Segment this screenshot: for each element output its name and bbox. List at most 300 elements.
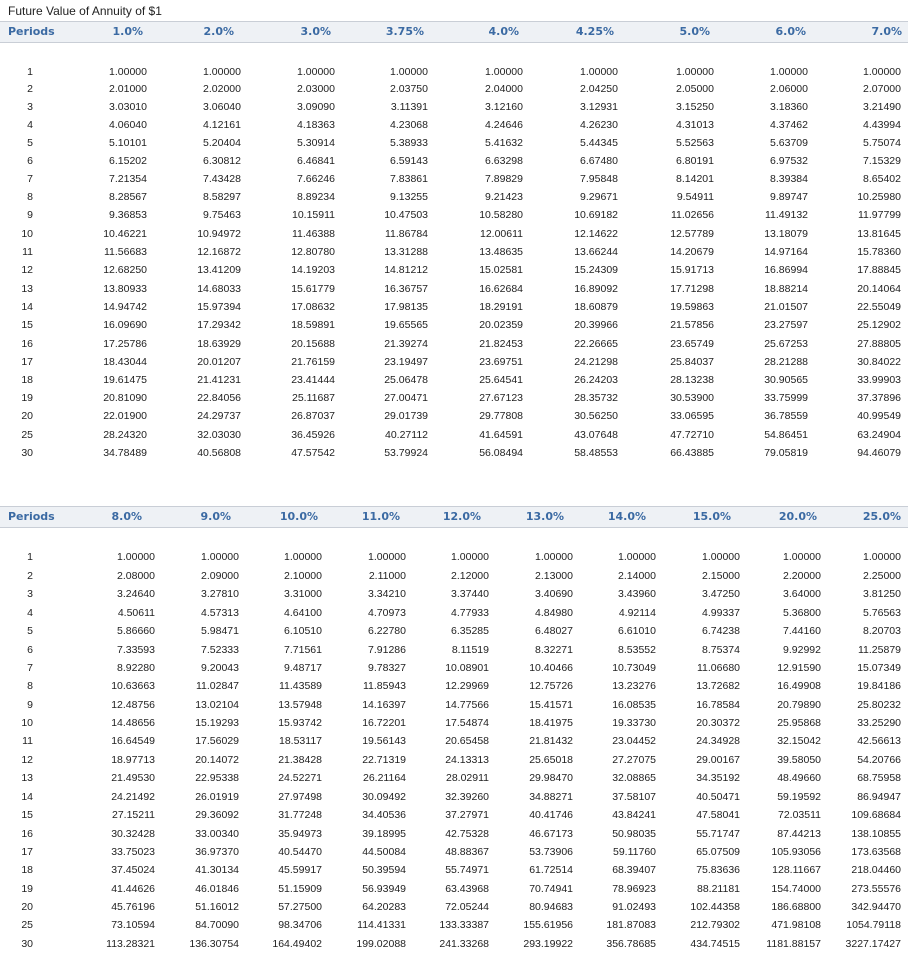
value-cell: 5.41632 xyxy=(485,137,523,149)
value-cell: 6.63298 xyxy=(485,155,523,167)
value-cell: 4.92114 xyxy=(618,607,656,619)
value-cell: 30.32428 xyxy=(111,828,155,840)
value-cell: 13.57948 xyxy=(278,699,322,711)
value-cell: 10.58280 xyxy=(479,209,523,221)
value-cell: 32.03030 xyxy=(197,429,241,441)
value-cell: 17.54874 xyxy=(445,717,489,729)
value-cell: 40.54470 xyxy=(278,846,322,858)
value-cell: 8.39384 xyxy=(770,173,808,185)
value-cell: 12.75726 xyxy=(529,680,573,692)
value-cell: 15.61779 xyxy=(291,283,335,295)
value-cell: 25.65018 xyxy=(529,754,573,766)
period-cell: 20 xyxy=(21,901,33,913)
value-cell: 113.28321 xyxy=(106,938,155,950)
value-cell: 33.00340 xyxy=(195,828,239,840)
value-cell: 14.94742 xyxy=(103,301,147,313)
value-cell: 80.94683 xyxy=(529,901,573,913)
period-cell: 5 xyxy=(27,625,33,637)
value-cell: 7.83861 xyxy=(390,173,428,185)
value-cell: 10.47503 xyxy=(384,209,428,221)
value-cell: 4.12161 xyxy=(203,119,241,131)
value-cell: 15.41571 xyxy=(529,699,573,711)
value-cell: 33.75023 xyxy=(111,846,155,858)
value-cell: 22.26665 xyxy=(574,338,618,350)
value-cell: 4.24646 xyxy=(485,119,523,131)
value-cell: 18.97713 xyxy=(111,754,155,766)
value-cell: 3.47250 xyxy=(702,588,740,600)
value-cell: 28.21288 xyxy=(764,356,808,368)
period-cell: 8 xyxy=(27,191,33,203)
value-cell: 30.84022 xyxy=(857,356,901,368)
value-cell: 66.43885 xyxy=(670,447,714,459)
value-cell: 7.15329 xyxy=(863,155,901,167)
value-cell: 45.59917 xyxy=(278,864,322,876)
value-cell: 3.18360 xyxy=(770,101,808,113)
value-cell: 72.03511 xyxy=(777,809,821,821)
value-cell: 18.41975 xyxy=(529,717,573,729)
period-cell: 6 xyxy=(27,155,33,167)
value-cell: 46.01846 xyxy=(195,883,239,895)
period-cell: 6 xyxy=(27,644,33,656)
value-cell: 10.69182 xyxy=(574,209,618,221)
period-cell: 9 xyxy=(27,699,33,711)
value-cell: 53.79924 xyxy=(384,447,428,459)
value-cell: 35.94973 xyxy=(278,828,322,840)
value-cell: 1.00000 xyxy=(109,66,147,78)
rate-header: 14.0% xyxy=(607,510,646,523)
value-cell: 18.60879 xyxy=(574,301,618,313)
period-cell: 20 xyxy=(21,410,33,422)
value-cell: 29.36092 xyxy=(195,809,239,821)
value-cell: 4.99337 xyxy=(702,607,740,619)
value-cell: 20.81090 xyxy=(103,392,147,404)
value-cell: 59.19592 xyxy=(777,791,821,803)
value-cell: 8.65402 xyxy=(863,173,901,185)
value-cell: 2.12000 xyxy=(451,570,489,582)
value-cell: 55.74971 xyxy=(445,864,489,876)
value-cell: 12.80780 xyxy=(291,246,335,258)
value-cell: 27.88805 xyxy=(857,338,901,350)
value-cell: 2.04000 xyxy=(485,83,523,95)
rate-header: 4.0% xyxy=(488,25,519,38)
value-cell: 1.00000 xyxy=(770,66,808,78)
value-cell: 471.98108 xyxy=(771,919,821,931)
value-cell: 20.02359 xyxy=(479,319,523,331)
value-cell: 20.14072 xyxy=(195,754,239,766)
value-cell: 3227.17427 xyxy=(845,938,901,950)
value-cell: 9.29671 xyxy=(580,191,618,203)
value-cell: 1.00000 xyxy=(863,551,901,563)
value-cell: 25.11687 xyxy=(291,392,335,404)
value-cell: 37.27971 xyxy=(445,809,489,821)
value-cell: 4.31013 xyxy=(676,119,714,131)
value-cell: 17.25786 xyxy=(103,338,147,350)
period-cell: 1 xyxy=(27,66,33,78)
value-cell: 27.97498 xyxy=(278,791,322,803)
value-cell: 5.44345 xyxy=(580,137,618,149)
period-cell: 2 xyxy=(27,83,33,95)
value-cell: 8.89234 xyxy=(297,191,335,203)
value-cell: 5.10101 xyxy=(109,137,147,149)
value-cell: 56.08494 xyxy=(479,447,523,459)
value-cell: 33.75999 xyxy=(764,392,808,404)
rate-header: 5.0% xyxy=(679,25,710,38)
value-cell: 22.01900 xyxy=(103,410,147,422)
period-cell: 7 xyxy=(27,173,33,185)
value-cell: 12.48756 xyxy=(111,699,155,711)
value-cell: 3.34210 xyxy=(368,588,406,600)
value-cell: 155.61956 xyxy=(523,919,573,931)
value-cell: 199.02088 xyxy=(356,938,406,950)
value-cell: 13.80933 xyxy=(103,283,147,295)
period-cell: 3 xyxy=(27,101,33,113)
period-cell: 9 xyxy=(27,209,33,221)
value-cell: 31.77248 xyxy=(278,809,322,821)
value-cell: 13.81645 xyxy=(857,228,901,240)
period-cell: 19 xyxy=(21,392,33,404)
value-cell: 27.00471 xyxy=(384,392,428,404)
period-cell: 3 xyxy=(27,588,33,600)
value-cell: 8.32271 xyxy=(535,644,573,656)
value-cell: 6.30812 xyxy=(203,155,241,167)
value-cell: 22.84056 xyxy=(197,392,241,404)
value-cell: 24.29737 xyxy=(197,410,241,422)
value-cell: 212.79302 xyxy=(690,919,740,931)
value-cell: 16.36757 xyxy=(384,283,428,295)
value-cell: 19.59863 xyxy=(670,301,714,313)
period-cell: 10 xyxy=(21,717,33,729)
value-cell: 23.04452 xyxy=(612,735,656,747)
value-cell: 21.76159 xyxy=(291,356,335,368)
value-cell: 91.02493 xyxy=(612,901,656,913)
value-cell: 2.10000 xyxy=(284,570,322,582)
value-cell: 27.27075 xyxy=(612,754,656,766)
value-cell: 33.06595 xyxy=(670,410,714,422)
value-cell: 10.15911 xyxy=(291,209,335,221)
value-cell: 5.86660 xyxy=(117,625,155,637)
value-cell: 36.97370 xyxy=(195,846,239,858)
value-cell: 8.28567 xyxy=(109,191,147,203)
value-cell: 14.20679 xyxy=(670,246,714,258)
value-cell: 15.07349 xyxy=(857,662,901,674)
value-cell: 50.39594 xyxy=(362,864,406,876)
value-cell: 4.70973 xyxy=(368,607,406,619)
value-cell: 13.48635 xyxy=(479,246,523,258)
value-cell: 11.43589 xyxy=(278,680,322,692)
value-cell: 28.13238 xyxy=(670,374,714,386)
value-cell: 241.33268 xyxy=(439,938,489,950)
value-cell: 32.39260 xyxy=(445,791,489,803)
value-cell: 1.00000 xyxy=(863,66,901,78)
value-cell: 3.06040 xyxy=(203,101,241,113)
value-cell: 26.87037 xyxy=(291,410,335,422)
value-cell: 5.36800 xyxy=(783,607,821,619)
value-cell: 40.56808 xyxy=(197,447,241,459)
value-cell: 11.02847 xyxy=(195,680,239,692)
value-cell: 42.75328 xyxy=(445,828,489,840)
value-cell: 14.77566 xyxy=(445,699,489,711)
value-cell: 36.45926 xyxy=(291,429,335,441)
value-cell: 39.18995 xyxy=(362,828,406,840)
value-cell: 434.74515 xyxy=(690,938,740,950)
value-cell: 4.84980 xyxy=(535,607,573,619)
period-cell: 25 xyxy=(21,429,33,441)
value-cell: 3.12931 xyxy=(580,101,618,113)
value-cell: 3.21490 xyxy=(863,101,901,113)
value-cell: 102.44358 xyxy=(690,901,740,913)
value-cell: 59.11760 xyxy=(612,846,656,858)
value-cell: 11.97799 xyxy=(857,209,901,221)
value-cell: 25.67253 xyxy=(764,338,808,350)
period-cell: 4 xyxy=(27,119,33,131)
period-cell: 8 xyxy=(27,680,33,692)
value-cell: 181.87083 xyxy=(606,919,656,931)
value-cell: 25.80232 xyxy=(857,699,901,711)
value-cell: 4.37462 xyxy=(770,119,808,131)
value-cell: 51.16012 xyxy=(195,901,239,913)
value-cell: 25.95868 xyxy=(777,717,821,729)
value-cell: 7.89829 xyxy=(485,173,523,185)
value-cell: 20.79890 xyxy=(777,699,821,711)
value-cell: 1.00000 xyxy=(203,66,241,78)
value-cell: 17.08632 xyxy=(291,301,335,313)
value-cell: 4.43994 xyxy=(863,119,901,131)
period-cell: 2 xyxy=(27,570,33,582)
value-cell: 6.97532 xyxy=(770,155,808,167)
value-cell: 12.68250 xyxy=(103,264,147,276)
periods-header: Periods xyxy=(8,25,55,38)
period-cell: 14 xyxy=(21,791,33,803)
value-cell: 19.56143 xyxy=(362,735,406,747)
value-cell: 105.93056 xyxy=(771,846,821,858)
value-cell: 27.15211 xyxy=(111,809,155,821)
value-cell: 9.89747 xyxy=(770,191,808,203)
value-cell: 1.00000 xyxy=(485,66,523,78)
value-cell: 164.49402 xyxy=(272,938,322,950)
rate-header: 6.0% xyxy=(775,25,806,38)
value-cell: 4.26230 xyxy=(580,119,618,131)
value-cell: 58.48553 xyxy=(574,447,618,459)
value-cell: 12.29969 xyxy=(445,680,489,692)
value-cell: 16.64549 xyxy=(111,735,155,747)
value-cell: 23.41444 xyxy=(291,374,335,386)
value-cell: 18.29191 xyxy=(479,301,523,313)
value-cell: 23.69751 xyxy=(479,356,523,368)
value-cell: 20.39966 xyxy=(574,319,618,331)
value-cell: 5.30914 xyxy=(297,137,335,149)
value-cell: 34.88271 xyxy=(529,791,573,803)
value-cell: 12.91590 xyxy=(777,662,821,674)
value-cell: 84.70090 xyxy=(195,919,239,931)
value-cell: 5.20404 xyxy=(203,137,241,149)
value-cell: 2.11000 xyxy=(368,570,406,582)
value-cell: 24.21492 xyxy=(111,791,155,803)
value-cell: 1.00000 xyxy=(117,551,155,563)
rate-header: 4.25% xyxy=(575,25,614,38)
value-cell: 7.21354 xyxy=(109,173,147,185)
value-cell: 9.54911 xyxy=(676,191,714,203)
period-cell: 7 xyxy=(27,662,33,674)
value-cell: 44.50084 xyxy=(362,846,406,858)
value-cell: 109.68684 xyxy=(851,809,901,821)
value-cell: 11.49132 xyxy=(764,209,808,221)
value-cell: 13.02104 xyxy=(195,699,239,711)
value-cell: 23.65749 xyxy=(670,338,714,350)
rate-header: 9.0% xyxy=(200,510,231,523)
rate-header: 15.0% xyxy=(692,510,731,523)
value-cell: 20.30372 xyxy=(696,717,740,729)
value-cell: 30.56250 xyxy=(574,410,618,422)
value-cell: 3.43960 xyxy=(618,588,656,600)
value-cell: 54.86451 xyxy=(764,429,808,441)
value-cell: 7.43428 xyxy=(203,173,241,185)
value-cell: 61.72514 xyxy=(529,864,573,876)
value-cell: 1.00000 xyxy=(284,551,322,563)
value-cell: 40.50471 xyxy=(696,791,740,803)
value-cell: 15.02581 xyxy=(479,264,523,276)
value-cell: 2.01000 xyxy=(109,83,147,95)
value-cell: 42.56613 xyxy=(857,735,901,747)
period-cell: 16 xyxy=(21,828,33,840)
value-cell: 3.11391 xyxy=(390,101,428,113)
period-cell: 11 xyxy=(22,246,33,258)
value-cell: 20.14064 xyxy=(857,283,901,295)
value-cell: 7.44160 xyxy=(783,625,821,637)
period-cell: 25 xyxy=(21,919,33,931)
value-cell: 24.52271 xyxy=(278,772,322,784)
rate-header: 10.0% xyxy=(279,510,318,523)
value-cell: 41.30134 xyxy=(195,864,239,876)
value-cell: 56.93949 xyxy=(362,883,406,895)
value-cell: 21.81432 xyxy=(529,735,573,747)
value-cell: 21.49530 xyxy=(111,772,155,784)
value-cell: 14.68033 xyxy=(197,283,241,295)
value-cell: 2.08000 xyxy=(117,570,155,582)
value-cell: 9.21423 xyxy=(485,191,523,203)
value-cell: 79.05819 xyxy=(764,447,808,459)
rate-header: 7.0% xyxy=(871,25,902,38)
value-cell: 9.13255 xyxy=(390,191,428,203)
value-cell: 4.57313 xyxy=(201,607,239,619)
value-cell: 16.62684 xyxy=(479,283,523,295)
value-cell: 17.71298 xyxy=(670,283,714,295)
value-cell: 1.00000 xyxy=(535,551,573,563)
rate-header: 3.0% xyxy=(300,25,331,38)
value-cell: 3.27810 xyxy=(201,588,239,600)
value-cell: 10.25980 xyxy=(857,191,901,203)
value-cell: 48.49660 xyxy=(777,772,821,784)
rate-header: 2.0% xyxy=(203,25,234,38)
period-cell: 14 xyxy=(21,301,33,313)
value-cell: 37.45024 xyxy=(111,864,155,876)
value-cell: 75.83636 xyxy=(696,864,740,876)
value-cell: 6.59143 xyxy=(390,155,428,167)
value-cell: 32.15042 xyxy=(777,735,821,747)
value-cell: 133.33387 xyxy=(439,919,489,931)
value-cell: 3.03010 xyxy=(109,101,147,113)
value-cell: 7.66246 xyxy=(297,173,335,185)
value-cell: 14.19203 xyxy=(291,264,335,276)
value-cell: 20.65458 xyxy=(445,735,489,747)
value-cell: 3.40690 xyxy=(535,588,573,600)
value-cell: 29.00167 xyxy=(696,754,740,766)
value-cell: 8.58297 xyxy=(203,191,241,203)
value-cell: 41.64591 xyxy=(479,429,523,441)
value-cell: 2.07000 xyxy=(863,83,901,95)
value-cell: 94.46079 xyxy=(857,447,901,459)
value-cell: 78.96923 xyxy=(612,883,656,895)
value-cell: 17.29342 xyxy=(197,319,241,331)
value-cell: 3.09090 xyxy=(297,101,335,113)
value-cell: 4.06040 xyxy=(109,119,147,131)
value-cell: 16.86994 xyxy=(764,264,808,276)
rate-header: 20.0% xyxy=(778,510,817,523)
annuity-table-top xyxy=(0,21,908,459)
value-cell: 4.64100 xyxy=(284,607,322,619)
value-cell: 12.14622 xyxy=(574,228,618,240)
value-cell: 26.01919 xyxy=(195,791,239,803)
value-cell: 19.84186 xyxy=(857,680,901,692)
value-cell: 3.24640 xyxy=(117,588,155,600)
value-cell: 30.90565 xyxy=(764,374,808,386)
value-cell: 2.03000 xyxy=(297,83,335,95)
value-cell: 16.89092 xyxy=(574,283,618,295)
value-cell: 9.92992 xyxy=(783,644,821,656)
period-cell: 17 xyxy=(21,846,33,858)
value-cell: 48.88367 xyxy=(445,846,489,858)
value-cell: 2.25000 xyxy=(863,570,901,582)
value-cell: 25.84037 xyxy=(670,356,714,368)
value-cell: 8.53552 xyxy=(618,644,656,656)
value-cell: 98.34706 xyxy=(278,919,322,931)
value-cell: 34.35192 xyxy=(696,772,740,784)
value-cell: 138.10855 xyxy=(851,828,901,840)
value-cell: 3.12160 xyxy=(485,101,523,113)
value-cell: 16.49908 xyxy=(777,680,821,692)
value-cell: 4.18363 xyxy=(297,119,335,131)
value-cell: 6.80191 xyxy=(676,155,714,167)
value-cell: 2.14000 xyxy=(618,570,656,582)
value-cell: 24.34928 xyxy=(696,735,740,747)
value-cell: 1.00000 xyxy=(676,66,714,78)
value-cell: 6.46841 xyxy=(297,155,335,167)
value-cell: 5.76563 xyxy=(863,607,901,619)
value-cell: 47.72710 xyxy=(670,429,714,441)
value-cell: 19.65565 xyxy=(384,319,428,331)
value-cell: 11.02656 xyxy=(670,209,714,221)
value-cell: 88.21181 xyxy=(696,883,740,895)
value-cell: 4.77933 xyxy=(451,607,489,619)
value-cell: 15.19293 xyxy=(195,717,239,729)
value-cell: 293.19922 xyxy=(523,938,573,950)
value-cell: 186.68800 xyxy=(771,901,821,913)
value-cell: 54.20766 xyxy=(857,754,901,766)
value-cell: 63.24904 xyxy=(857,429,901,441)
value-cell: 7.95848 xyxy=(580,173,618,185)
value-cell: 64.20283 xyxy=(362,901,406,913)
value-cell: 1.00000 xyxy=(297,66,335,78)
value-cell: 173.63568 xyxy=(851,846,901,858)
value-cell: 10.94972 xyxy=(197,228,241,240)
value-cell: 2.03750 xyxy=(390,83,428,95)
value-cell: 356.78685 xyxy=(606,938,656,950)
value-cell: 7.52333 xyxy=(201,644,239,656)
value-cell: 17.56029 xyxy=(195,735,239,747)
annuity-table-bottom xyxy=(0,506,908,950)
value-cell: 65.07509 xyxy=(696,846,740,858)
value-cell: 13.23276 xyxy=(612,680,656,692)
value-cell: 40.41746 xyxy=(529,809,573,821)
